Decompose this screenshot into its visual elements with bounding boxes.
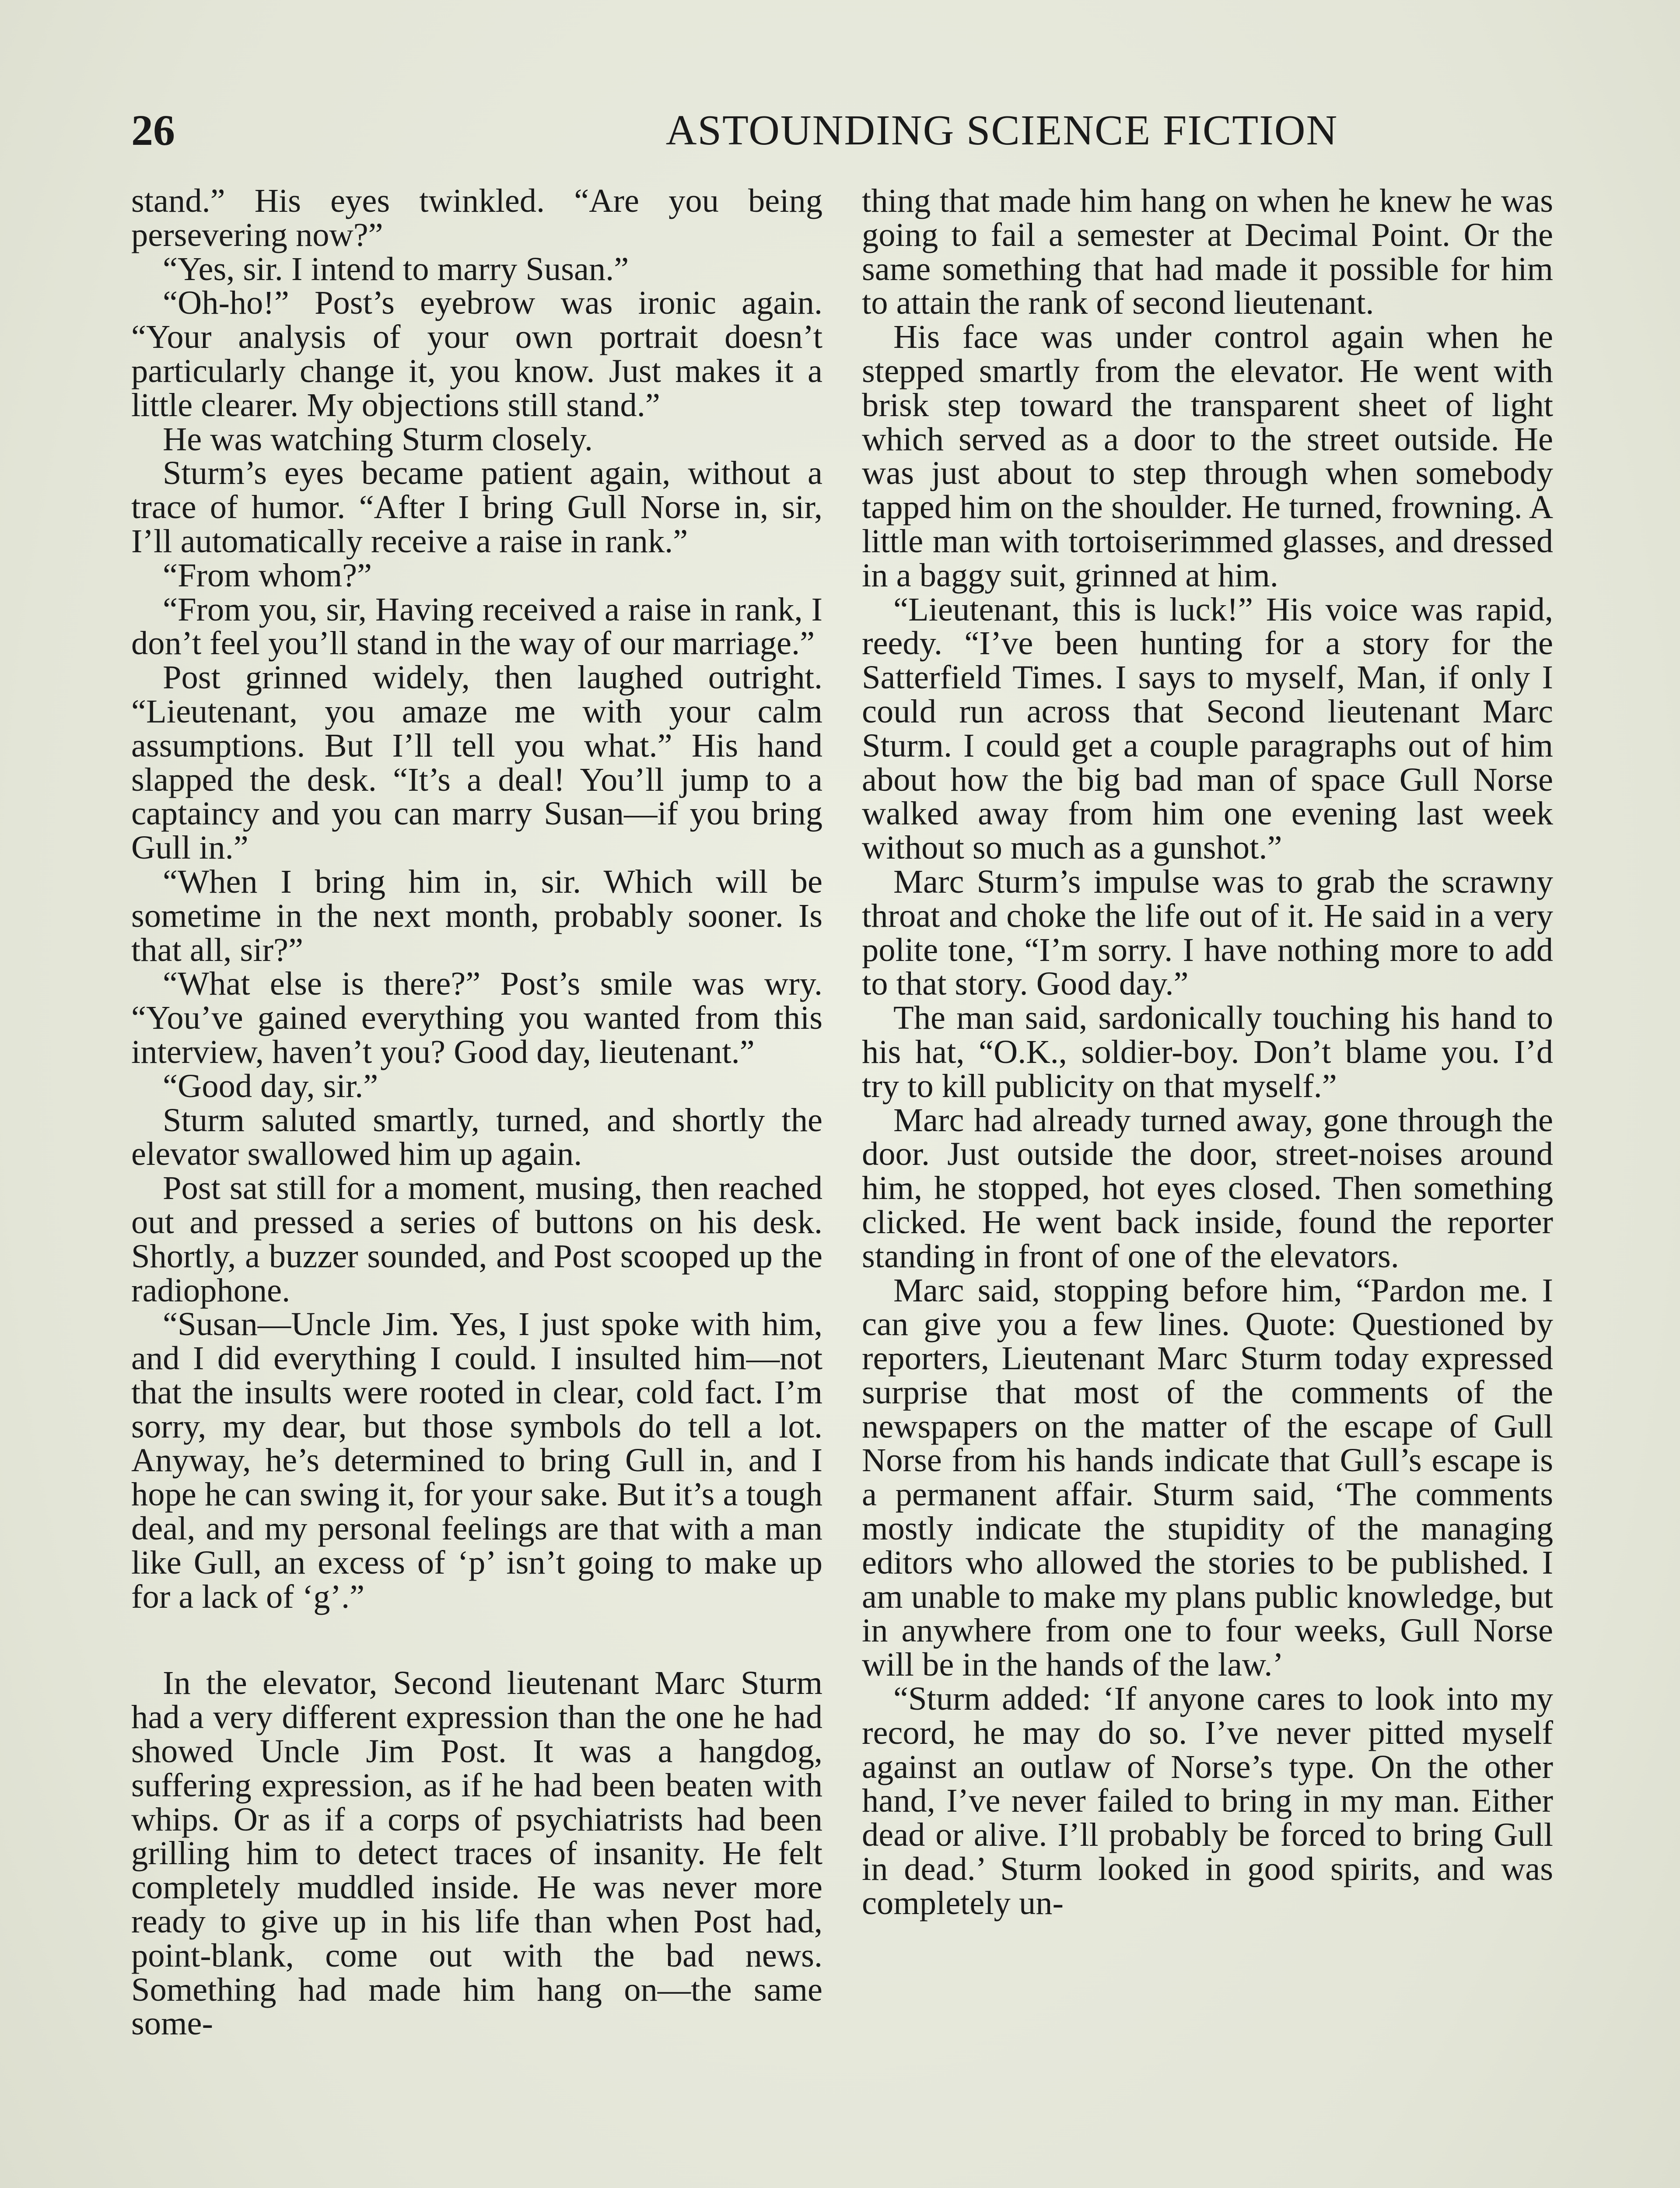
paragraph: thing that made him hang on when he knew he was going to fail a semester at Decimal Point. Or the same something that had made it possible for him to attain the rank of second lieutenant.	[862, 182, 1553, 322]
page-number: 26	[131, 106, 175, 154]
paragraph: “From you, sir, Having received a raise in rank, I don’t feel you’ll stand in the way of our marriage.”	[131, 590, 822, 662]
paragraph: Marc had already turned away, gone through the door. Just outside the door, street-noises around him, he stopped, hot eyes closed. Then something clicked. He went back inside, found the reporter standing in front of one of the elevators.	[862, 1101, 1553, 1275]
page-header	[131, 100, 1549, 161]
running-title: ASTOUNDING SCIENCE FICTION	[665, 107, 1338, 154]
paragraph: Sturm saluted smartly, turned, and shortly the elevator swallowed him up again.	[131, 1101, 822, 1173]
paragraph: “Yes, sir. I intend to marry Susan.”	[163, 250, 629, 288]
paragraph: “Sturm added: ‘If anyone cares to look into my record, he may do so. I’ve never pitted myself against an outlaw of Norse’s type. On the other hand, I’ve never failed to bring in my man. Either dead or alive. I’ll probably be forced to bring Gull in dead.’ Sturm looked in good spirits, and was completely un-	[862, 1680, 1553, 1922]
paragraph: He was watching Sturm closely.	[163, 420, 593, 458]
left-column	[131, 184, 822, 2188]
paragraph: Post grinned widely, then laughed outright. “Lieutenant, you amaze me with your calm assumptions. But I’ll tell you what.” His hand slapped the desk. “It’s a deal! You’ll jump to a captaincy and you can marry Susan—if you bring Gull in.”	[131, 659, 822, 866]
paragraph: Sturm’s eyes became patient again, without a trace of humor. “After I bring Gull Norse in, sir, I’ll automatically receive a raise in rank.”	[131, 454, 822, 560]
paragraph: “What else is there?” Post’s smile was wry. “You’ve gained everything you wanted from this interview, haven’t you? Good day, lieutenant.”	[131, 965, 822, 1070]
paragraph: The man said, sardonically touching his hand to his hat, “O.K., soldier-boy. Don’t blame you. I’d try to kill publicity on that myself.”	[862, 999, 1553, 1105]
paragraph: “Lieutenant, this is luck!” His voice was rapid, reedy. “I’ve been hunting for a story for the Satterfield Times. I says to myself, Man, if only I could run across that Second lieutenant Marc Sturm. I could get a couple paragraphs out of him about how the big bad man of space Gull Norse walked away from him one evening last week without so much as a gunshot.”	[862, 590, 1553, 866]
paragraph: “From whom?”	[163, 556, 372, 594]
paragraph: “Good day, sir.”	[163, 1067, 378, 1105]
paragraph: “Susan—Uncle Jim. Yes, I just spoke with him, and I did everything I could. I insulted him—not that the insults were rooted in clear, cold fact. I’m sorry, my dear, but those symbols do tell a lot. Anyway, he’s determined to bring Gull in, and I hope he can swing it, for your sake. But it’s a tough deal, and my personal feelings are that with a man like Gull, an excess of ‘p’ isn’t going to make up for a lack of ‘g’.”	[131, 1305, 822, 1615]
paragraph: “Oh-ho!” Post’s eyebrow was ironic again. “Your analysis of your own portrait doesn’t particularly change it, you know. Just makes it a little clearer. My objections still stand.”	[131, 284, 822, 424]
paragraph: Post sat still for a moment, musing, then reached out and pressed a series of buttons on his desk. Shortly, a buzzer sounded, and Post scooped up the radiophone.	[131, 1169, 822, 1309]
paragraph: stand.” His eyes twinkled. “Are you being persevering now?”	[131, 182, 822, 253]
right-column	[862, 184, 1553, 2188]
paragraph: Marc Sturm’s impulse was to grab the scrawny throat and choke the life out of it. He said in a very polite tone, “I’m sorry. I have nothing more to add to that story. Good day.”	[862, 863, 1553, 1003]
paragraph: His face was under control again when he stepped smartly from the elevator. He went with brisk step toward the transparent sheet of light which served as a door to the street outside. He was just about to step through when somebody tapped him on the shoulder. He turned, frowning. A little man with tortoiserimmed glasses, and dressed in a baggy suit, grinned at him.	[862, 318, 1553, 594]
paragraph: Marc said, stopping before him, “Pardon me. I can give you a few lines. Quote: Questioned by reporters, Lieutenant Marc Sturm today expressed surprise that most of the comments of the newspapers on the matter of the escape of Gull Norse from his hands indicate that Gull’s escape is a permanent affair. Sturm said, ‘The comments mostly indicate the stupidity of the managing editors who allowed the stories to be published. I am unable to make my plans public knowledge, but in anywhere from one to four weeks, Gull Norse will be in the hands of the law.’	[862, 1271, 1553, 1683]
paragraph: In the elevator, Second lieutenant Marc Sturm had a very different expression than the one he had showed Uncle Jim Post. It was a hangdog, suffering expression, as if he had been beaten with whips. Or as if a corps of psychiatrists had been grilling him to detect traces of insanity. He felt completely muddled inside. He was never more ready to give up in his life than when Post had, point-blank, come out with the bad news. Something had made him hang on—the same some-	[131, 1664, 822, 2042]
paragraph: “When I bring him in, sir. Which will be sometime in the next month, probably sooner. Is that all, sir?”	[131, 863, 822, 968]
